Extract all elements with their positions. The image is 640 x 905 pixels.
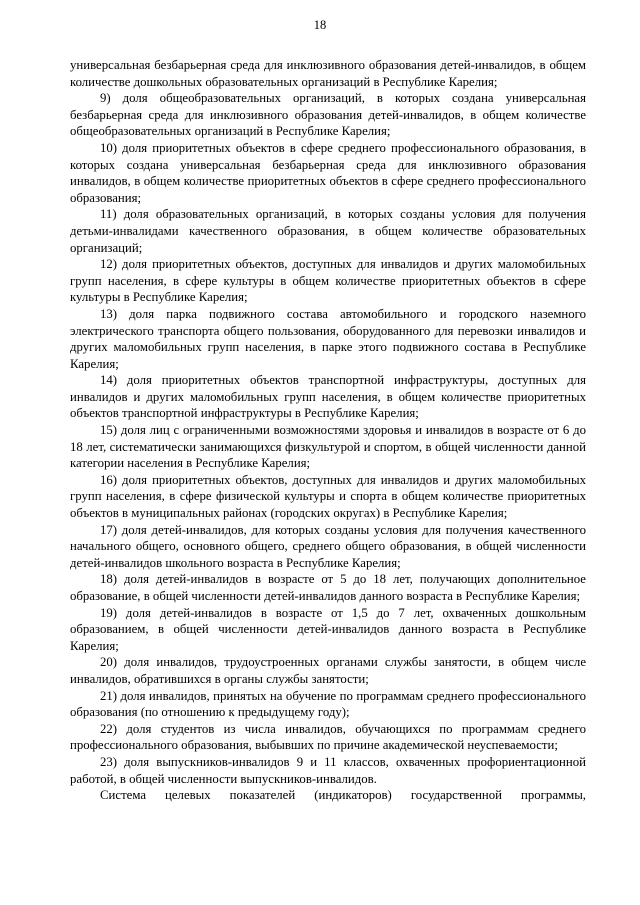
list-item-21: 21) доля инвалидов, принятых на обучение по программам среднего профессионального образования (по отношению к предыдущему году); [70, 688, 586, 720]
list-item-12: 12) доля приоритетных объектов, доступных для инвалидов и других маломобильных групп населения, в сфере культуры в общем количестве приоритетных объектов в сфере культуры в Республике Карелия; [70, 257, 586, 305]
paragraph-system-indicators: Система целевых показателей (индикаторов) государственной программы, [100, 788, 586, 803]
list-item-23: 23) доля выпускников-инвалидов 9 и 11 классов, охваченных профориентационной работой, в общей численности выпускников-инвалидов. [70, 754, 586, 786]
list-item-14: 14) доля приоритетных объектов транспортной инфраструктуры, доступных для инвалидов и других маломобильных групп населения, в общем количестве приоритетных объектов транспортной инфраструктуры в Республике Карелия; [70, 373, 586, 421]
list-item-10: 10) доля приоритетных объектов в сфере среднего профессионального образования, в которых создана универсальная безбарьерная среда для инклюзивного образования инвалидов, в общем количестве приоритетных объектов в сфере среднего профессионального образования; [70, 140, 586, 205]
document-body [70, 57, 586, 804]
list-item-22: 22) доля студентов из числа инвалидов, обучающихся по программам среднего профессионального образования, выбывших по причине академической неуспеваемости; [70, 721, 586, 753]
list-item-20: 20) доля инвалидов, трудоустроенных органами службы занятости, в общем числе инвалидов, обратившихся в органы службы занятости; [70, 655, 586, 686]
list-item-18: 18) доля детей-инвалидов в возрасте от 5 до 18 лет, получающих дополнительное образование, в общей численности детей-инвалидов данного возраста в Республике Карелия; [70, 572, 586, 603]
list-item-11: 11) доля образовательных организаций, в которых созданы условия для получения детьми-инвалидами качественного образования, в общем количестве образовательных организаций; [70, 207, 586, 255]
list-item-16: 16) доля приоритетных объектов, доступных для инвалидов и других маломобильных групп населения, в сфере физической культуры и спорта в общем количестве приоритетных объектов в муниципальных районах (городских округах) в Республике Карелия; [70, 472, 586, 521]
list-item-13: 13) доля парка подвижного состава автомобильного и городского наземного электрического транспорта общего пользования, оборудованного для перевозки инвалидов и других маломобильных групп населения, в парке этого подвижного состава в Республике Карелия; [70, 306, 586, 371]
list-item-15: 15) доля лиц с ограниченными возможностями здоровья и инвалидов в возрасте от 6 до 18 лет, систематически занимающихся физкультурой и спортом, в общей численности данной категории населения в Республике Карелия; [70, 423, 586, 471]
list-item-17: 17) доля детей-инвалидов, для которых созданы условия для получения качественного начального общего, основного общего, среднего общего образования, в общей численности детей-инвалидов школьного возраста в Республике Карелия; [70, 522, 586, 570]
page-number: 18 [313, 18, 327, 32]
list-item-9: 9) доля общеобразовательных организаций, в которых создана универсальная безбарьерная среда для инклюзивного образования детей-инвалидов, в общем количестве общеобразовательных организаций в Республике Карелия; [70, 91, 586, 139]
list-item-19: 19) доля детей-инвалидов в возрасте от 1,5 до 7 лет, охваченных дошкольным образованием, в общей численности детей-инвалидов данного возраста в Республике Карелия; [70, 605, 586, 653]
paragraph-continuation: универсальная безбарьерная среда для инклюзивного образования детей-инвалидов, в общем количестве дошкольных образовательных организаций в Республике Карелия; [70, 58, 586, 89]
